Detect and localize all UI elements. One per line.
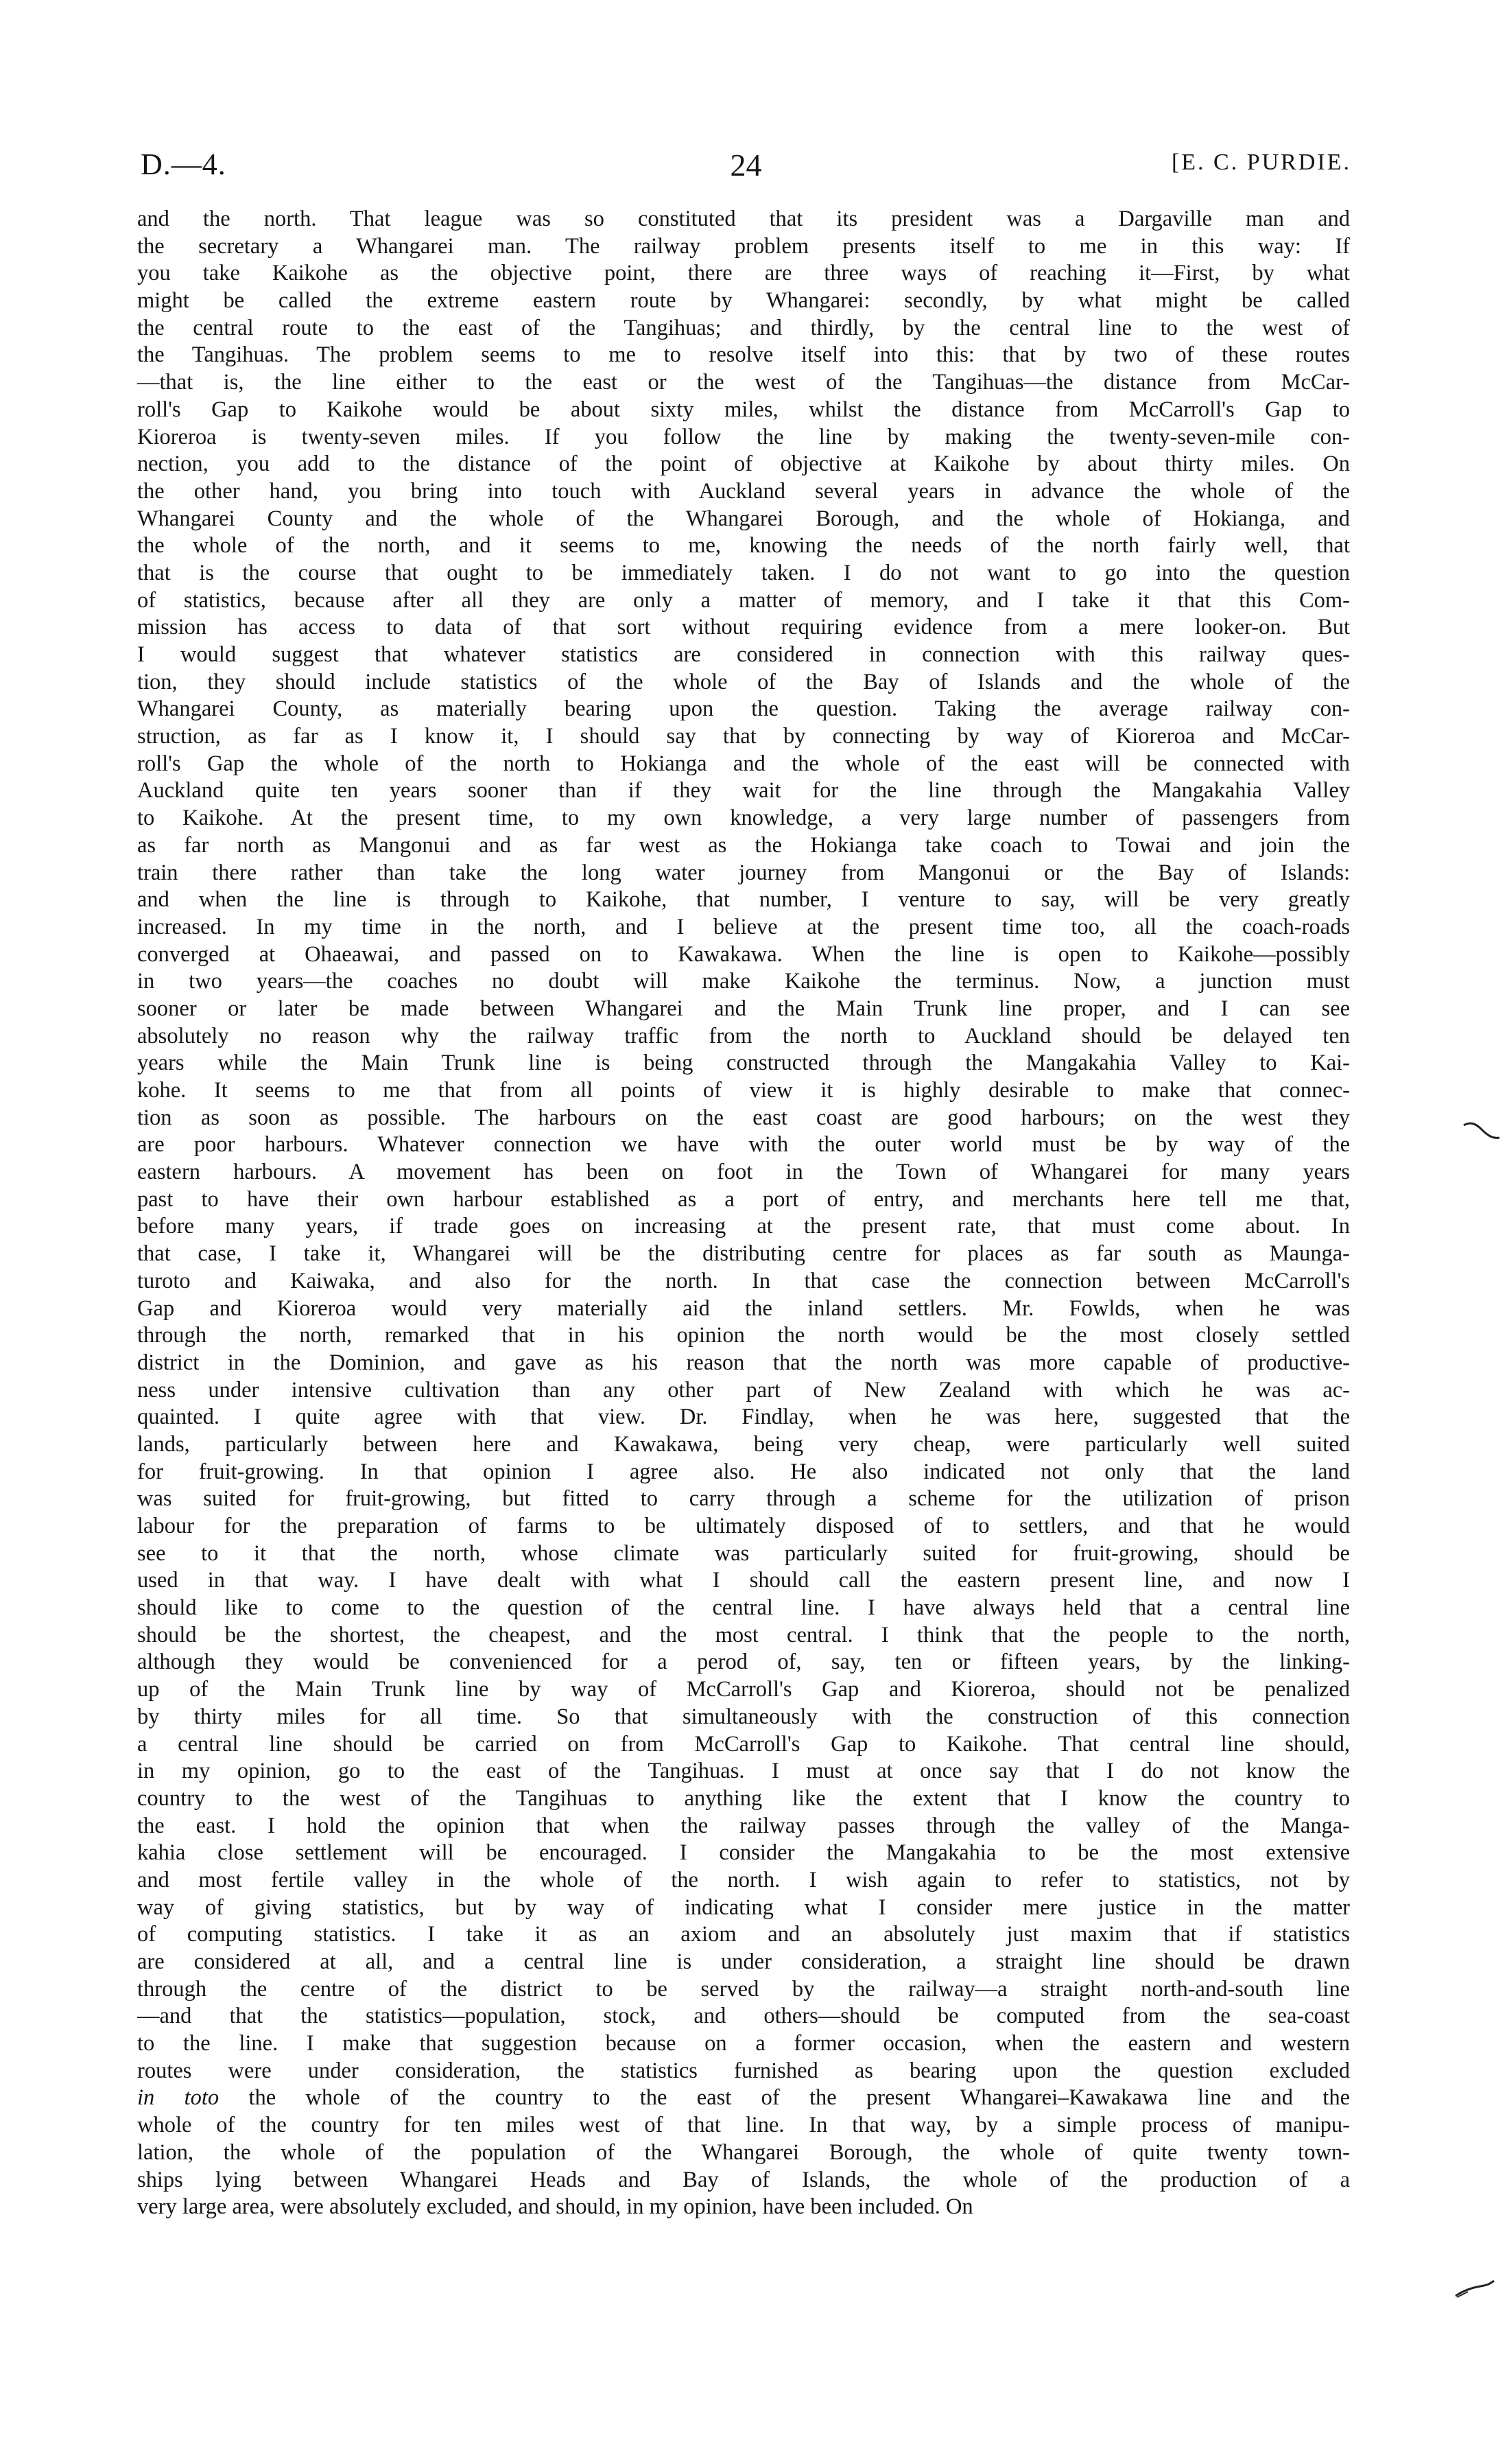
text-line: to the line. I make that suggestion because on a former occasion, when the eastern and western [137,2031,1350,2056]
text-line: in my opinion, go to the east of the Tangihuas. I must at once say that I do not know the [137,1759,1350,1784]
text-line: that is the course that ought to be immediately taken. I do not want to go into the question [137,560,1350,585]
text-line: Auckland quite ten years sooner than if they wait for the line through the Mangakahia Valley [137,778,1350,803]
text-line: and most fertile valley in the whole of the north. I wish again to refer to statistics, not by [137,1867,1350,1892]
text-line: as far north as Mangonui and as far west as the Hokianga take coach to Towai and join the [137,832,1350,858]
text-line: roll's Gap the whole of the north to Hokianga and the whole of the east will be connected with [137,751,1350,776]
text-line: the secretary a Whangarei man. The railway problem presents itself to me in this way: If [137,233,1350,259]
text-line: quainted. I quite agree with that view. Dr. Findlay, when he was here, suggested that the [137,1405,1350,1430]
text-line: district in the Dominion, and gave as his reason that the north was more capable of productive- [137,1350,1350,1375]
text-line: way of giving statistics, but by way of indicating what I consider mere justice in the matter [137,1894,1350,1920]
text-line: whole of the country for ten miles west of that line. In that way, by a simple process of manipu- [137,2113,1350,2138]
text-line: tion, they should include statistics of the whole of the Bay of Islands and the whole of the [137,669,1350,694]
text-line: of computing statistics. I take it as an axiom and an absolutely just maxim that if statistics [137,1922,1350,1947]
text-line: eastern harbours. A movement has been on foot in the Town of Whangarei for many years [137,1160,1350,1185]
text-line: —that is, the line either to the east or the west of the Tangihuas—the distance from McCar- [137,370,1350,395]
text-line: the Tangihuas. The problem seems to me to resolve itself into this: that by two of these routes [137,342,1350,368]
text-line: mission has access to data of that sort without requiring evidence from a mere looker-on. But [137,615,1350,640]
text-line: see to it that the north, whose climate was particularly suited for fruit-growing, should be [137,1540,1350,1566]
text-line: are poor harbours. Whatever connection we have with the outer world must be by way of the [137,1132,1350,1158]
text-line: —and that the statistics—population, stock, and others—should be computed from the sea-coast [137,2004,1350,2029]
text-line: converged at Ohaeawai, and passed on to Kawakawa. When the line is open to Kaikohe—possibly [137,941,1350,967]
text-line: through the north, remarked that in his opinion the north would be the most closely settled [137,1323,1350,1348]
text-line: should be the shortest, the cheapest, and the most central. I think that the people to the north, [137,1622,1350,1647]
text-line: country to the west of the Tangihuas to anything like the extent that I know the country to [137,1785,1350,1811]
text-line: I would suggest that whatever statistics are considered in connection with this railway ques- [137,642,1350,667]
text-line: the central route to the east of the Tangihuas; and thirdly, by the central line to the west of [137,315,1350,340]
text-line: roll's Gap to Kaikohe would be about sixty miles, whilst the distance from McCarroll's Gap to [137,397,1350,422]
text-line: past to have their own harbour established as a port of entry, and merchants here tell me that, [137,1186,1350,1212]
body-text [137,206,1350,2221]
text-line: increased. In my time in the north, and I believe at the present time too, all the coach-roads [137,914,1350,939]
text-line: of statistics, because after all they are only a matter of memory, and I take it that this Com- [137,587,1350,613]
text-line: a central line should be carried on from McCarroll's Gap to Kaikohe. That central line should, [137,1731,1350,1757]
text-line: Kioreroa is twenty-seven miles. If you follow the line by making the twenty-seven-mile con- [137,424,1350,449]
text-line: used in that way. I have dealt with what I should call the eastern present line, and now I [137,1568,1350,1593]
text-line: train there rather than take the long water journey from Mangonui or the Bay of Islands: [137,860,1350,885]
text-line: the other hand, you bring into touch with Auckland several years in advance the whole of the [137,478,1350,504]
text-line: was suited for fruit-growing, but fitted to carry through a scheme for the utilization of prison [137,1486,1350,1512]
page-header [141,147,1351,188]
text-line: ships lying between Whangarei Heads and Bay of Islands, the whole of the production of a [137,2167,1350,2192]
speaker-name: [E. C. PURDIE. [1171,150,1351,175]
text-line: before many years, if trade goes on increasing at the present rate, that must come about. In [137,1214,1350,1239]
text-line: by thirty miles for all time. So that simultaneously with the construction of this connection [137,1704,1350,1729]
text-line: and when the line is through to Kaikohe, that number, I venture to say, will be very greatly [137,887,1350,913]
text-line: that case, I take it, Whangarei will be the distributing centre for places as far south as Maunga- [137,1241,1350,1267]
text-line: to Kaikohe. At the present time, to my own knowledge, a very large number of passengers from [137,806,1350,831]
page-number: 24 [730,148,762,183]
text-line: routes were under consideration, the statistics furnished as bearing upon the question excluded [137,2058,1350,2083]
text-line: absolutely no reason why the railway traffic from the north to Auckland should be delayed ten [137,1023,1350,1048]
text-line: are considered at all, and a central line is under consideration, a straight line should be drawn [137,1949,1350,1974]
text-line: tion as soon as possible. The harbours on the east coast are good harbours; on the west they [137,1105,1350,1130]
text-line: the east. I hold the opinion that when the railway passes through the valley of the Manga- [137,1813,1350,1838]
text-line: in two years—the coaches no doubt will make Kaikohe the terminus. Now, a junction must [137,969,1350,994]
text-line: sooner or later be made between Whangarei and the Main Trunk line proper, and I can see [137,996,1350,1021]
text-line: in toto the whole of the country to the east of the present Whangarei–Kawakawa line and the [137,2085,1351,2111]
text-line: turoto and Kaiwaka, and also for the north. In that case the connection between McCarroll's [137,1268,1350,1293]
text-line: Gap and Kioreroa would very materially aid the inland settlers. Mr. Fowlds, when he was [137,1295,1350,1321]
text-line: up of the Main Trunk line by way of McCarroll's Gap and Kioreroa, should not be penalized [137,1677,1350,1702]
text-line: through the centre of the district to be served by the railway—a straight north-and-south line [137,1976,1350,2002]
text-line: lation, the whole of the population of the Whangarei Borough, the whole of quite twenty town- [137,2139,1350,2165]
text-line: kahia close settlement will be encouraged. I consider the Mangakahia to be the most extensive [137,1840,1350,1866]
text-line: kohe. It seems to me that from all points of view it is highly desirable to make that connec- [137,1078,1350,1103]
text-line: lands, particularly between here and Kawakawa, being very cheap, were particularly well suited [137,1431,1350,1457]
text-line: Whangarei County and the whole of the Whangarei Borough, and the whole of Hokianga, and [137,506,1350,531]
text-line: and the north. That league was so constituted that its president was a Dargaville man and [137,207,1350,231]
text-line: struction, as far as I know it, I should say that by connecting by way of Kioreroa and McCar- [137,724,1350,749]
text-line: Whangarei County, as materially bearing upon the question. Taking the average railway con- [137,696,1350,722]
margin-mark-lower [1453,2277,1497,2300]
text-line: ness under intensive cultivation than any other part of New Zealand with which he was ac- [137,1377,1350,1403]
text-line: labour for the preparation of farms to be ultimately disposed of to settlers, and that he would [137,1514,1350,1538]
text-line: although they would be convenienced for a perod of, say, ten or fifteen years, by the linking- [137,1650,1350,1675]
text-line: the whole of the north, and it seems to me, knowing the needs of the north fairly well, that [137,533,1350,559]
document-reference: D.—4. [141,148,226,181]
text-line: you take Kaikohe as the objective point, there are three ways of reaching it—First, by what [137,261,1350,286]
text-line: should like to come to the question of the central line. I have always held that a central line [137,1595,1350,1621]
text-line: for fruit-growing. In that opinion I agree also. He also indicated not only that the land [137,1459,1350,1484]
margin-mark-upper [1461,1120,1502,1143]
text-line: years while the Main Trunk line is being constructed through the Mangakahia Valley to Kai- [137,1051,1350,1076]
text-line: very large area, were absolutely excluded, and should, in my opinion, have been included. On [137,2194,973,2220]
text-line: nection, you add to the distance of the point of objective at Kaikohe by about thirty miles. On [137,451,1350,477]
text-line: might be called the extreme eastern route by Whangarei: secondly, by what might be called [137,288,1350,314]
